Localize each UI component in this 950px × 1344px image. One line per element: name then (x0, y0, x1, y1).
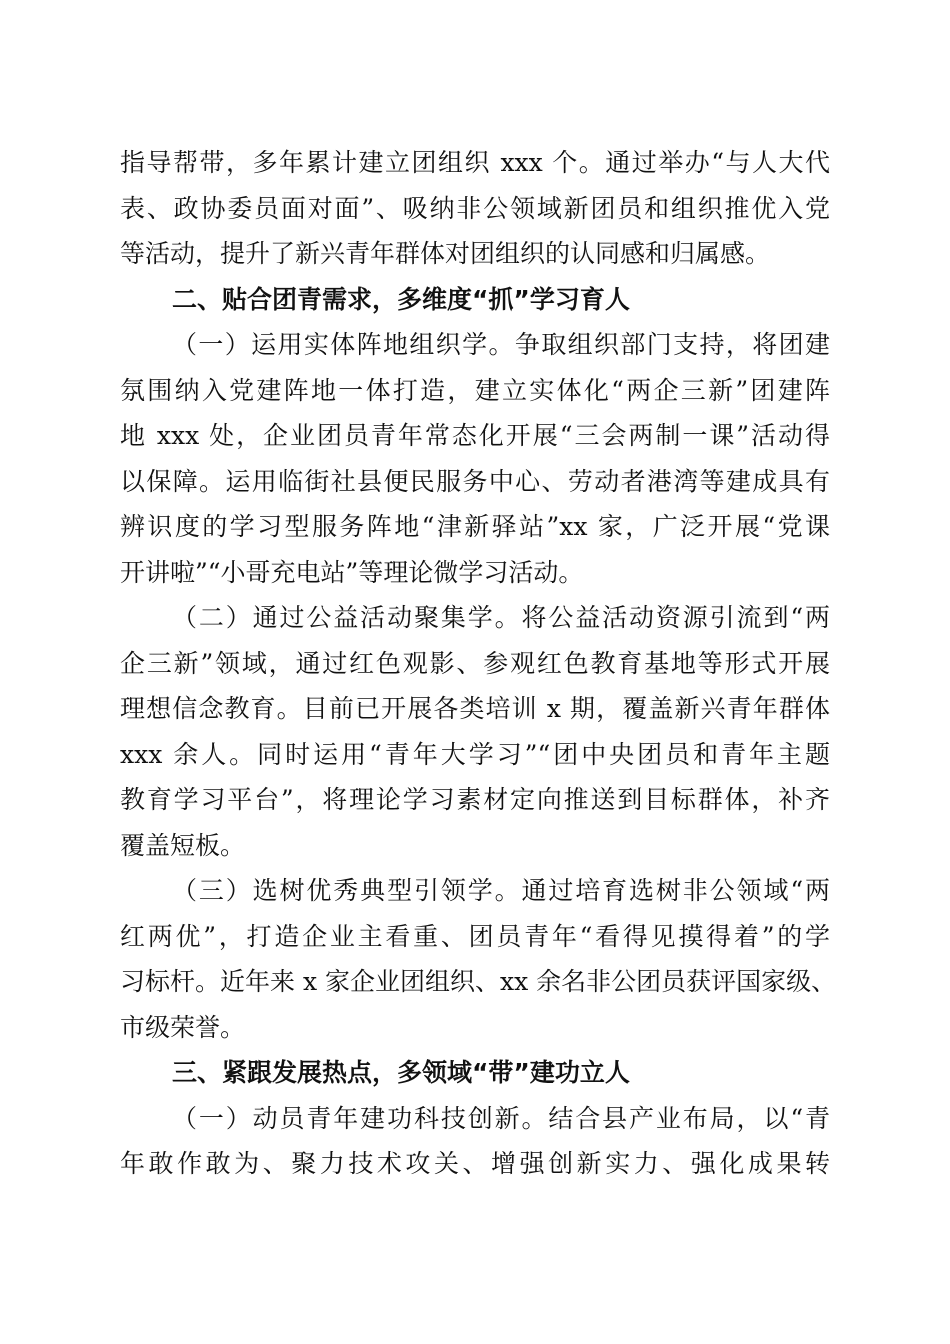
section-heading-3: 三、紧跟发展热点，多领域“带”建功立人 (172, 1058, 630, 1087)
text-line: 理想信念教育。目前已开展各类培训 x 期，覆盖新兴青年群体 (120, 694, 830, 723)
text-line: 表、政协委员面对面”、吸纳非公领域新团员和组织推优入党 (120, 193, 830, 223)
text-line: （一）运用实体阵地组织学。争取组织部门支持，将团建 (172, 330, 830, 359)
text-line: xxx 余人。同时运用“青年大学习”“团中央团员和青年主题 (120, 739, 830, 769)
text-line: 覆盖短板。 (120, 830, 246, 860)
text-line: 开讲啦”“小哥充电站”等理论微学习活动。 (120, 557, 584, 587)
text-line: （二）通过公益活动聚集学。将公益活动资源引流到“两 (172, 603, 830, 632)
paragraph-4 (120, 1096, 830, 1187)
document-body (120, 140, 837, 1187)
paragraph-3 (120, 868, 837, 1050)
text-line: 红两优”，打造企业主看重、团员青年“看得见摸得着”的学 (120, 921, 830, 951)
paragraph-2 (120, 595, 830, 868)
text-line: 市级荣誉。 (120, 1012, 246, 1042)
text-line: 习标杆。近年来 x 家企业团组织、xx 余名非公团员获评国家级、 (120, 967, 837, 996)
text-line: 企三新”领域，通过红色观影、参观红色教育基地等形式开展 (120, 648, 830, 678)
text-line: 以保障。运用临街社县便民服务中心、劳动者港湾等建成具有 (120, 466, 830, 496)
text-line: 指导帮带，多年累计建立团组织 xxx 个。通过举办“与人大代 (120, 148, 830, 177)
paragraph-continuation (120, 140, 830, 277)
text-line: （一）动员青年建功科技创新。结合县产业布局，以“青 (172, 1103, 830, 1133)
paragraph-1 (120, 322, 830, 595)
section-heading-2: 二、贴合团青需求，多维度“抓”学习育人 (172, 284, 630, 314)
text-line: 等活动，提升了新兴青年群体对团组织的认同感和归属感。 (120, 239, 771, 268)
text-line: （三）选树优秀典型引领学。通过培育选树非公领域“两 (172, 876, 830, 905)
text-line: 地 xxx 处，企业团员青年常态化开展“三会两制一课”活动得 (120, 421, 830, 450)
text-line: 年敢作敢为、聚力技术攻关、增强创新实力、强化成果转 (120, 1149, 830, 1178)
text-line: 教育学习平台”，将理论学习素材定向推送到目标群体，补齐 (120, 785, 830, 814)
text-line: 辨识度的学习型服务阵地“津新驿站”xx 家，广泛开展“党课 (120, 512, 830, 541)
text-line: 氛围纳入党建阵地一体打造，建立实体化“两企三新”团建阵 (120, 375, 830, 405)
